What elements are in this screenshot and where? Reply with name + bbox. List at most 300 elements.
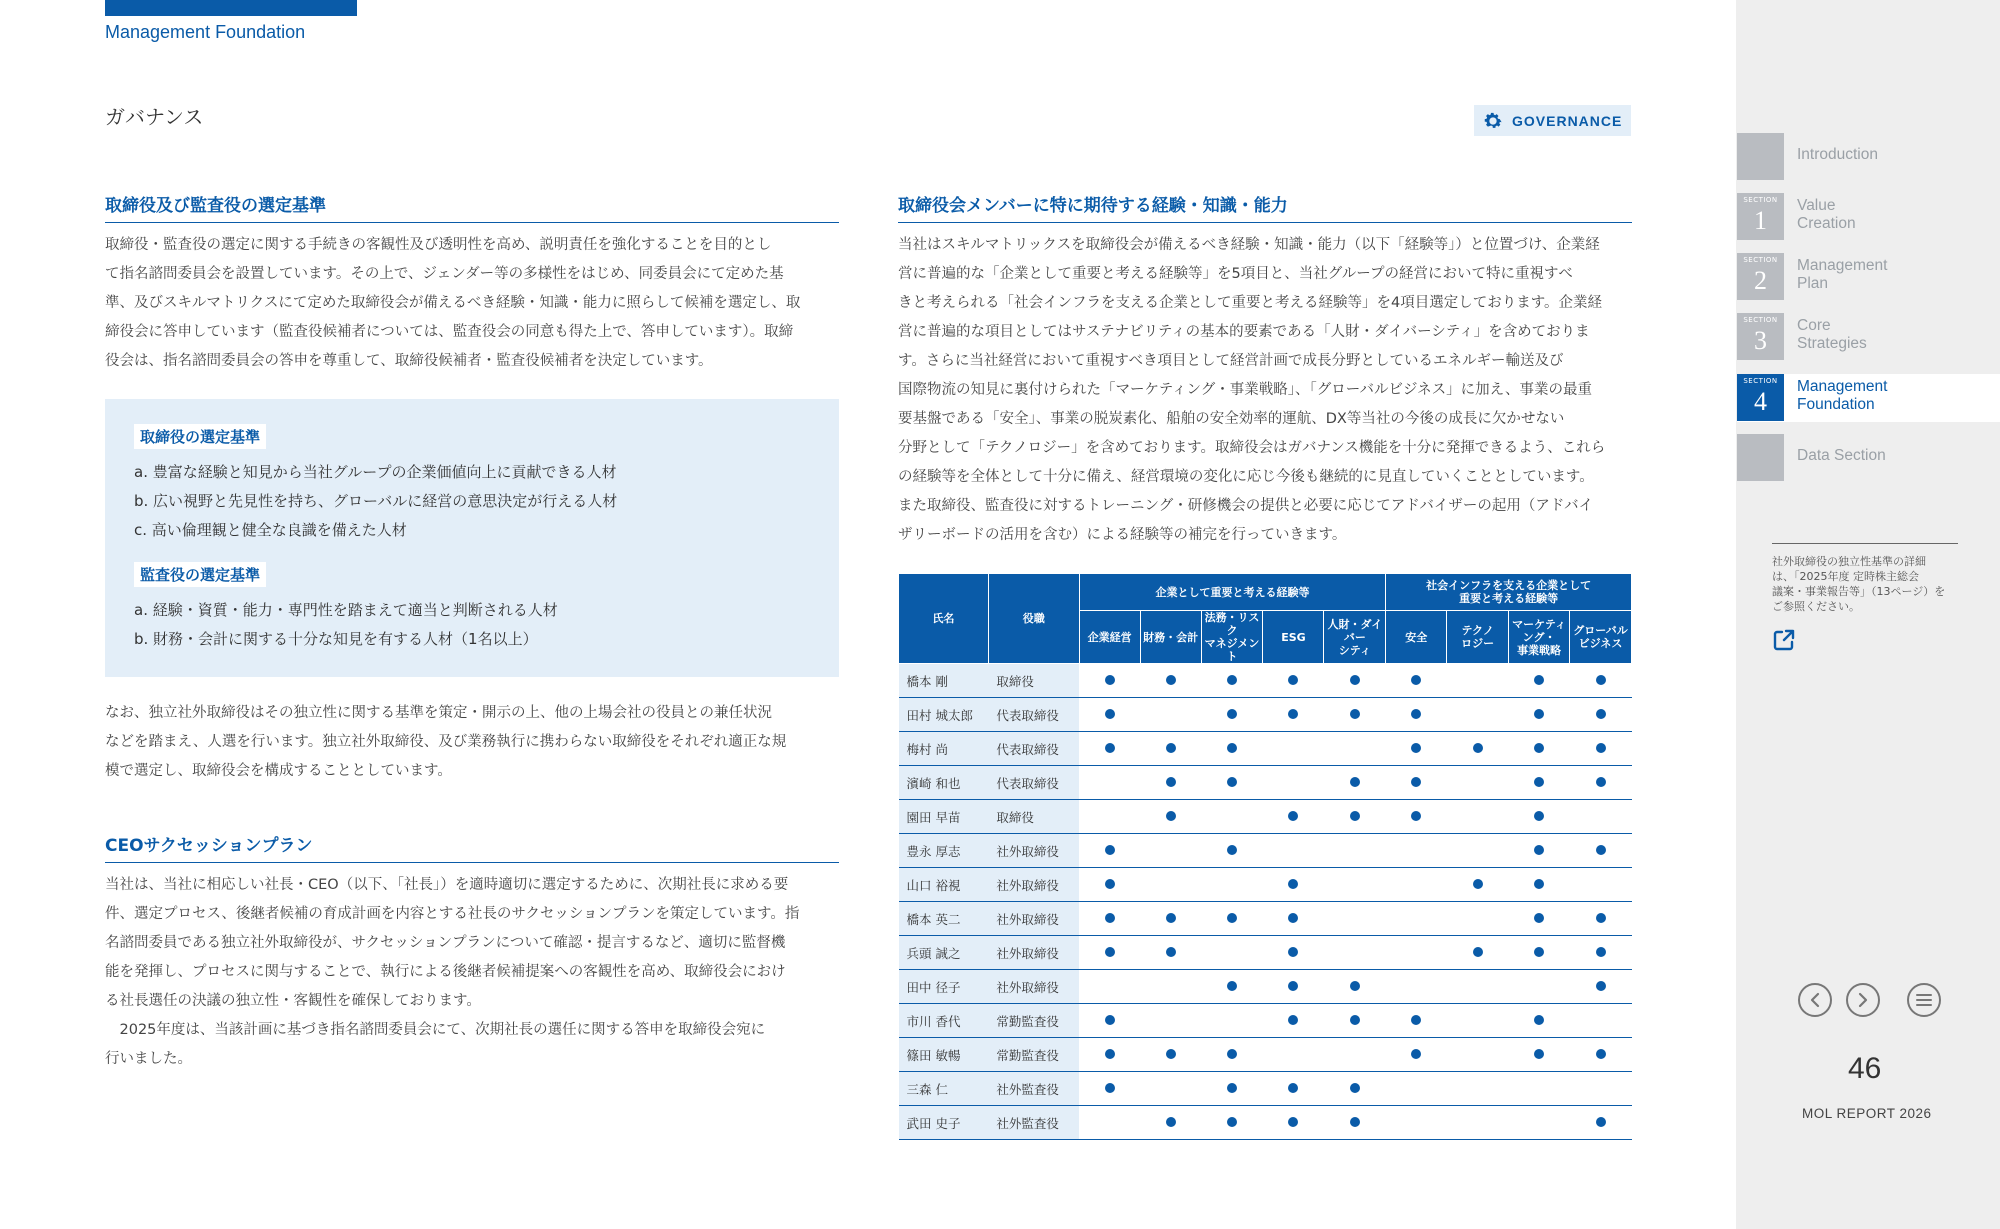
text-line: なお、独立社外取締役はその独立性に関する基準を策定・開示の上、他の上場会社の役員との兼任状況 (105, 705, 772, 721)
skill-dot-icon (1288, 913, 1298, 923)
text-line: 営に普遍的な項目としてはサステナビリティの基本的要素である「人財・ダイバーシティ」を含めておりま (898, 324, 1590, 340)
skill-header (1324, 611, 1386, 664)
skill-header-line: 法務・リスク (1204, 611, 1260, 637)
note-line: は、「2025年度 定時株主総会 (1772, 570, 1919, 583)
nav-label-line: Introduction (1797, 146, 1878, 163)
skill-cell (1570, 1004, 1632, 1038)
member-name: 田村 城太郎 (899, 698, 989, 732)
skill-cell (1386, 1106, 1447, 1140)
nav-section-word: SECTION (1743, 196, 1778, 204)
skill-header-line: マーケティング・ (1512, 617, 1567, 644)
skill-header-line: マネジメント (1204, 637, 1260, 663)
skill-dot-icon (1105, 879, 1115, 889)
member-name: 三森 仁 (899, 1072, 989, 1106)
note-line: 社外取締役の独立性基準の詳細 (1772, 555, 1926, 568)
skill-dot-icon (1227, 1083, 1237, 1093)
skill-cell (1570, 970, 1632, 1004)
table-row (899, 970, 1632, 1004)
skill-dot-icon (1411, 1049, 1421, 1059)
skill-cell (1386, 902, 1447, 936)
skill-cell (1386, 970, 1447, 1004)
skill-cell (1324, 868, 1386, 902)
skill-cell (1509, 664, 1570, 698)
skill-dot-icon (1105, 743, 1115, 753)
text-line: 当社はスキルマトリックスを取締役会が備えるべき経験・知識・能力（以下「経験等」）と位置づけ、企業経 (898, 237, 1600, 253)
skill-header (1263, 611, 1324, 664)
skill-dot-icon (1227, 777, 1237, 787)
nav-label (1797, 197, 1856, 233)
skill-dot-icon (1288, 1083, 1298, 1093)
text-line: 分野として「テクノロジー」を含めております。取締役会はガバナンス機能を十分に発揮できるよう、これら (898, 440, 1606, 456)
skill-dot-icon (1227, 675, 1237, 685)
skill-header-line: ESG (1281, 630, 1306, 644)
director-criteria-item: c. 高い倫理観と健全な良識を備えた人材 (134, 521, 407, 539)
skill-dot-icon (1166, 811, 1176, 821)
skill-header-line: 安全 (1405, 630, 1428, 644)
skill-cell (1079, 1004, 1140, 1038)
chevron-right-icon (1856, 992, 1870, 1008)
skill-cell (1570, 664, 1632, 698)
independent-director-text (105, 699, 839, 786)
group-header-corporate: 企業として重要と考える経験等 (1079, 574, 1386, 611)
skill-dot-icon (1227, 709, 1237, 719)
table-row (899, 1106, 1632, 1140)
skill-cell (1570, 936, 1632, 970)
column-header-name: 氏名 (899, 574, 989, 664)
nav-label-line: Foundation (1797, 396, 1875, 413)
skill-cell (1140, 766, 1201, 800)
skill-dot-icon (1288, 879, 1298, 889)
skill-dot-icon (1596, 709, 1606, 719)
skill-dot-icon (1227, 981, 1237, 991)
skill-cell (1570, 766, 1632, 800)
skill-header-line: 事業戦略 (1517, 643, 1562, 657)
skills-text (898, 231, 1632, 550)
nav-section-square (1737, 313, 1784, 360)
skill-cell (1570, 868, 1632, 902)
skill-cell (1509, 970, 1570, 1004)
skill-dot-icon (1105, 1049, 1115, 1059)
skill-dot-icon (1534, 743, 1544, 753)
group-header-line: 重要と考える経験等 (1459, 592, 1559, 605)
skill-cell (1201, 698, 1263, 732)
skill-cell (1447, 868, 1509, 902)
member-name: 梅村 尚 (899, 732, 989, 766)
note-line: 議案・事業報告等」（13ページ）を (1772, 585, 1946, 598)
nav-label-line: Management (1797, 257, 1888, 274)
skill-dot-icon (1288, 811, 1298, 821)
skill-cell (1079, 902, 1140, 936)
nav-label-line: Strategies (1797, 335, 1867, 352)
skill-cell (1509, 800, 1570, 834)
skill-dot-icon (1227, 845, 1237, 855)
skill-cell (1140, 698, 1201, 732)
note-line: ご参照ください。 (1772, 600, 1860, 613)
table-row (899, 868, 1632, 902)
skill-dot-icon (1105, 845, 1115, 855)
text-line: 取締役・監査役の選定に関する手続きの客観性及び透明性を高め、説明責任を強化することを目的とし (105, 237, 772, 253)
skill-dot-icon (1534, 709, 1544, 719)
skill-cell (1570, 1106, 1632, 1140)
skill-cell (1263, 936, 1324, 970)
skill-dot-icon (1596, 1049, 1606, 1059)
skill-cell (1570, 834, 1632, 868)
group-header-infrastructure (1386, 574, 1632, 611)
text-line: 当社は、当社に相応しい社長・CEO（以下、「社長」）を適時適切に選定するために、次期社長に求める要 (105, 877, 789, 893)
skill-dot-icon (1288, 675, 1298, 685)
member-role: 取締役 (988, 800, 1079, 834)
skill-dot-icon (1105, 709, 1115, 719)
page-number: 46 (1848, 1052, 1882, 1085)
skill-cell (1324, 1106, 1386, 1140)
skill-header (1509, 611, 1570, 664)
skill-cell (1263, 800, 1324, 834)
skill-dot-icon (1596, 1117, 1606, 1127)
skill-header-line: テクノ (1461, 624, 1494, 637)
skill-dot-icon (1288, 709, 1298, 719)
skill-dot-icon (1473, 879, 1483, 889)
skill-dot-icon (1534, 913, 1544, 923)
member-role: 社外取締役 (988, 868, 1079, 902)
skill-cell (1201, 1038, 1263, 1072)
skill-dot-icon (1288, 981, 1298, 991)
skill-header-line: ビジネス (1578, 637, 1623, 650)
nav-section-number: 1 (1754, 206, 1767, 235)
skill-cell (1324, 1038, 1386, 1072)
skill-cell (1079, 1072, 1140, 1106)
skill-cell (1447, 1106, 1509, 1140)
nav-label (1797, 378, 1887, 414)
auditor-criteria-heading: 監査役の選定基準 (134, 562, 266, 587)
skill-dot-icon (1166, 675, 1176, 685)
ceo-succession-text (105, 871, 839, 1074)
skill-cell (1201, 970, 1263, 1004)
nav-item[interactable] (1737, 133, 2000, 181)
skill-cell (1140, 1072, 1201, 1106)
skill-cell (1386, 1038, 1447, 1072)
skill-cell (1201, 936, 1263, 970)
text-line: 国際物流の知見に裏付けられた「マーケティング・事業戦略」、「グローバルビジネス」に加え、事業の最重 (898, 382, 1592, 398)
auditor-criteria-item: b. 財務・会計に関する十分な知見を有する人材（1名以上） (134, 630, 538, 648)
nav-section-word: SECTION (1743, 256, 1778, 264)
skill-cell (1201, 868, 1263, 902)
member-name: 園田 早苗 (899, 800, 989, 834)
text-line: 2025年度は、当該計画に基づき指名諮問委員会にて、次期社長の選任に関する答申を取締役会宛に (105, 1022, 766, 1038)
skills-title: 取締役会メンバーに特に期待する経験・知識・能力 (898, 191, 1632, 223)
skill-dot-icon (1166, 1049, 1176, 1059)
skill-cell (1201, 800, 1263, 834)
skills-matrix-table (898, 573, 1632, 1140)
governance-badge (1474, 105, 1631, 136)
skill-cell (1447, 698, 1509, 732)
skill-cell (1201, 1106, 1263, 1140)
skill-dot-icon (1596, 845, 1606, 855)
text-line: ザリーボードの活用を含む）による経験等の補完を行っていきます。 (898, 527, 1347, 543)
skill-header (1140, 611, 1201, 664)
skill-dot-icon (1166, 913, 1176, 923)
skill-dot-icon (1534, 1049, 1544, 1059)
skill-dot-icon (1227, 1117, 1237, 1127)
skill-header (1386, 611, 1447, 664)
skill-cell (1140, 732, 1201, 766)
nav-section-square (1737, 374, 1784, 421)
skill-cell (1447, 970, 1509, 1004)
skill-dot-icon (1411, 777, 1421, 787)
text-line: 要基盤である「安全」、事業の脱炭素化、船舶の安全効率的運航、DX等当社の今後の成長に欠かせない (898, 411, 1565, 427)
nav-section-number: 4 (1754, 387, 1767, 416)
nav-label-line: Value (1797, 197, 1836, 214)
skill-dot-icon (1105, 1083, 1115, 1093)
skill-cell (1324, 1004, 1386, 1038)
skill-dot-icon (1350, 981, 1360, 991)
skill-cell (1263, 1072, 1324, 1106)
skill-cell (1386, 1072, 1447, 1106)
prev-page-button[interactable] (1798, 983, 1832, 1017)
skill-cell (1570, 698, 1632, 732)
skill-cell (1386, 664, 1447, 698)
skill-cell (1263, 970, 1324, 1004)
member-role: 取締役 (988, 664, 1079, 698)
skill-dot-icon (1534, 879, 1544, 889)
next-page-button[interactable] (1846, 983, 1880, 1017)
nav-item[interactable] (1737, 374, 2000, 422)
member-name: 篠田 敏暢 (899, 1038, 989, 1072)
table-row (899, 664, 1632, 698)
skill-dot-icon (1534, 675, 1544, 685)
external-link-icon[interactable] (1772, 628, 1796, 652)
skill-cell (1079, 766, 1140, 800)
skill-header-line: 企業経営 (1087, 630, 1132, 644)
skill-dot-icon (1411, 709, 1421, 719)
skill-cell (1447, 834, 1509, 868)
text-line: る社長選任の決議の独立性・客観性を確保しております。 (105, 993, 481, 1009)
table-row (899, 800, 1632, 834)
skill-cell (1509, 868, 1570, 902)
skill-dot-icon (1534, 1015, 1544, 1025)
skill-cell (1447, 1072, 1509, 1106)
skill-cell (1263, 868, 1324, 902)
member-role: 代表取締役 (988, 766, 1079, 800)
skill-cell (1140, 1106, 1201, 1140)
skill-cell (1570, 800, 1632, 834)
skill-dot-icon (1105, 947, 1115, 957)
nav-label-line: Management (1797, 378, 1888, 395)
skill-cell (1447, 1004, 1509, 1038)
skill-cell (1386, 766, 1447, 800)
skill-header (1201, 611, 1263, 664)
skill-cell (1324, 732, 1386, 766)
skill-cell (1079, 970, 1140, 1004)
skill-dot-icon (1350, 709, 1360, 719)
skill-cell (1201, 664, 1263, 698)
skill-cell (1509, 1106, 1570, 1140)
nav-section-number: 3 (1754, 326, 1767, 355)
skill-cell (1447, 1038, 1509, 1072)
table-row (899, 902, 1632, 936)
table-row (899, 698, 1632, 732)
skill-cell (1140, 868, 1201, 902)
skill-cell (1079, 1038, 1140, 1072)
nav-item[interactable] (1737, 434, 2000, 482)
skill-cell (1079, 936, 1140, 970)
skill-cell (1386, 1004, 1447, 1038)
nav-section-number: 2 (1754, 266, 1767, 295)
skill-header-line: ロジー (1461, 637, 1495, 650)
nav-item[interactable] (1737, 313, 2000, 361)
skill-cell (1263, 902, 1324, 936)
text-line: 役会は、指名諮問委員会の答申を尊重して、取締役候補者・監査役候補者を決定しています。 (105, 353, 713, 369)
skill-cell (1140, 800, 1201, 834)
skill-dot-icon (1105, 675, 1115, 685)
skill-dot-icon (1596, 913, 1606, 923)
skill-cell (1386, 936, 1447, 970)
member-role: 社外取締役 (988, 936, 1079, 970)
skill-dot-icon (1288, 947, 1298, 957)
skill-dot-icon (1166, 1117, 1176, 1127)
ceo-succession-title: CEOサクセッションプラン (105, 831, 839, 863)
badge-label: GOVERNANCE (1512, 112, 1623, 129)
skill-cell (1324, 698, 1386, 732)
skill-dot-icon (1411, 1015, 1421, 1025)
text-line: 名諮問委員である独立社外取締役が、サクセッションプランについて確認・提言するなど、適切に監督機 (105, 935, 786, 951)
skill-cell (1324, 970, 1386, 1004)
member-role: 社外取締役 (988, 834, 1079, 868)
skill-cell (1079, 698, 1140, 732)
skill-cell (1386, 800, 1447, 834)
skill-cell (1386, 732, 1447, 766)
table-row (899, 1072, 1632, 1106)
skill-header-line: 財務・会計 (1143, 630, 1199, 644)
table-row (899, 1038, 1632, 1072)
nav-item[interactable] (1737, 253, 2000, 301)
skill-dot-icon (1105, 1015, 1115, 1025)
nav-section-square (1737, 193, 1784, 240)
nav-label (1797, 257, 1887, 293)
skill-cell (1324, 936, 1386, 970)
skill-cell (1140, 936, 1201, 970)
skill-cell (1263, 766, 1324, 800)
skill-cell (1201, 1072, 1263, 1106)
gear-icon (1482, 110, 1504, 132)
member-role: 社外監査役 (988, 1072, 1079, 1106)
right-sidebar (1736, 0, 2000, 1229)
member-role: 社外監査役 (988, 1106, 1079, 1140)
report-name: MOL REPORT 2026 (1802, 1106, 1932, 1121)
skill-dot-icon (1596, 981, 1606, 991)
skill-dot-icon (1534, 811, 1544, 821)
skill-cell (1509, 766, 1570, 800)
member-role: 社外取締役 (988, 970, 1079, 1004)
skill-cell (1140, 1004, 1201, 1038)
independence-note (1772, 543, 1958, 614)
nav-item[interactable] (1737, 193, 2000, 241)
selection-criteria-title: 取締役及び監査役の選定基準 (105, 191, 839, 223)
skill-cell (1509, 834, 1570, 868)
member-name: 武田 史子 (899, 1106, 989, 1140)
director-criteria-heading: 取締役の選定基準 (134, 424, 266, 449)
member-name: 濱崎 和也 (899, 766, 989, 800)
skill-dot-icon (1350, 675, 1360, 685)
member-role: 常勤監査役 (988, 1004, 1079, 1038)
skill-cell (1263, 834, 1324, 868)
member-name: 兵頭 誠之 (899, 936, 989, 970)
nav-section-word: SECTION (1743, 377, 1778, 385)
skill-cell (1447, 766, 1509, 800)
top-accent-bar (105, 0, 357, 16)
skill-dot-icon (1166, 947, 1176, 957)
member-role: 代表取締役 (988, 698, 1079, 732)
skill-dot-icon (1411, 811, 1421, 821)
skill-cell (1079, 1106, 1140, 1140)
skill-header (1570, 611, 1632, 664)
skill-dot-icon (1105, 913, 1115, 923)
skill-cell (1079, 800, 1140, 834)
table-row (899, 834, 1632, 868)
skill-cell (1509, 1072, 1570, 1106)
skill-dot-icon (1288, 1117, 1298, 1127)
skill-dot-icon (1166, 777, 1176, 787)
skill-dot-icon (1596, 777, 1606, 787)
chevron-left-icon (1808, 992, 1822, 1008)
auditor-criteria-item: a. 経験・資質・能力・専門性を踏まえて適当と判断される人材 (134, 601, 558, 619)
skill-cell (1201, 766, 1263, 800)
menu-button[interactable] (1907, 983, 1941, 1017)
skill-cell (1324, 664, 1386, 698)
table-row (899, 936, 1632, 970)
skill-cell (1324, 902, 1386, 936)
text-line: 行いました。 (105, 1051, 192, 1067)
skill-header (1079, 611, 1140, 664)
skill-cell (1324, 766, 1386, 800)
skill-dot-icon (1596, 947, 1606, 957)
skill-cell (1140, 902, 1201, 936)
skill-header-line: シティ (1338, 643, 1371, 657)
table-row (899, 732, 1632, 766)
text-line: 営に普遍的な「企業として重要と考える経験等」を5項目と、当社グループの経営において特に重視すべ (898, 266, 1573, 282)
skill-dot-icon (1596, 675, 1606, 685)
text-line: す。さらに当社経営において重視すべき項目として経営計画で成長分野としているエネルギー輸送及び (898, 353, 1564, 369)
skill-cell (1079, 732, 1140, 766)
member-name: 橋本 英二 (899, 902, 989, 936)
text-line: 締役会に答申しています（監査役候補者については、監査役会の同意も得た上で、答申しています）。取締 (105, 324, 794, 340)
skill-cell (1201, 1004, 1263, 1038)
skill-cell (1570, 1038, 1632, 1072)
skill-cell (1386, 868, 1447, 902)
skill-cell (1509, 732, 1570, 766)
skill-cell (1386, 698, 1447, 732)
member-role: 常勤監査役 (988, 1038, 1079, 1072)
nav-section-word: SECTION (1743, 316, 1778, 324)
skill-cell (1263, 1004, 1324, 1038)
skill-cell (1201, 902, 1263, 936)
skill-cell (1140, 664, 1201, 698)
skill-cell (1509, 1004, 1570, 1038)
nav-label-line: Plan (1797, 275, 1829, 292)
nav-label (1797, 146, 1878, 164)
skill-header-line: グローバル (1573, 624, 1628, 637)
text-line: 件、選定プロセス、後継者候補の育成計画を内容とする社長のサクセッションプランを策定しています。指 (105, 906, 800, 922)
table-row (899, 1004, 1632, 1038)
member-role: 代表取締役 (988, 732, 1079, 766)
skill-cell (1324, 834, 1386, 868)
skill-cell (1447, 902, 1509, 936)
skill-cell (1263, 664, 1324, 698)
skill-dot-icon (1350, 811, 1360, 821)
nav-section-square (1737, 133, 1784, 180)
nav-section-square (1737, 253, 1784, 300)
table-row (899, 766, 1632, 800)
skill-dot-icon (1227, 743, 1237, 753)
